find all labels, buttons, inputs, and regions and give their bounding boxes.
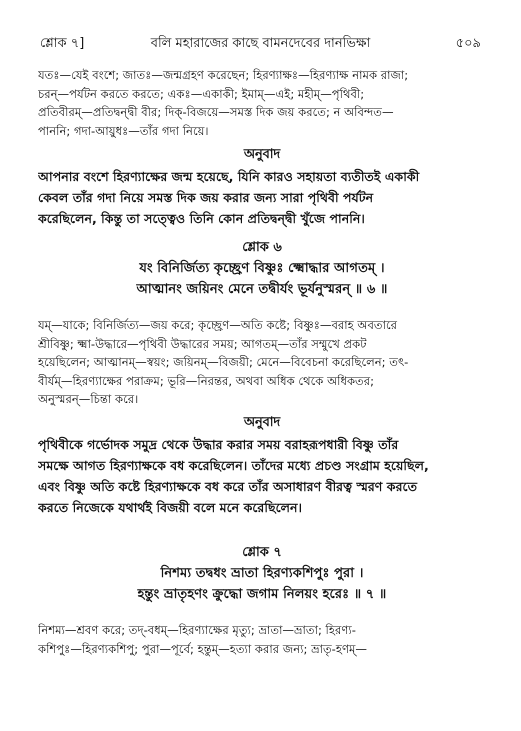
synonym-line: কশিপুঃ—হিরণ্যকশিপু; পুরা—পূর্বে; হন্তুম্—হত্যা করার জন্য; ভ্রাতৃ-হণম্— [38, 641, 367, 656]
synonym-line: বীর্যম্—হিরণ্যাক্ষের পরাক্রম; ভূরি—নিরন্তর, অথবা অধিক থেকে অধিকতর; [38, 373, 375, 388]
synonym-line: নিশম্য—শ্রবণ করে; তদ্-বধম্—হিরণ্যাক্ষের মৃত্যু; ভ্রাতা—ভ্রাতা; হিরণ্য- [38, 623, 356, 637]
synonym-line: পাননি; গদা-আয়ুধঃ—তাঁর গদা নিয়ে। [38, 123, 209, 138]
synonym-line: প্রতিবীরম্—প্রতিদ্বন্দ্বী বীর; দিক্-বিজয়ে—সমস্ত দিক জয় করতে; ন অবিন্দত— [38, 105, 394, 119]
synonyms-top [38, 66, 486, 140]
header-page-number: ৫০৯ [455, 36, 481, 51]
page-header [40, 34, 481, 54]
translation-line: কেবল তাঁর গদা নিয়ে সমস্ত দিক জয় করার জন্য সারা পৃথিবী পর্যটন [38, 190, 374, 205]
translation-line: আপনার বংশে হিরণ্যাক্ষের জন্ম হয়েছে, যিনি কারও সহায়তা ব্যতীতই একাকী [38, 169, 420, 184]
synonym-line: অনুস্মরন্—চিন্তা করে। [38, 392, 139, 406]
translation-line: এবং বিষ্ণু অতি কষ্টে হিরণ্যাক্ষকে বধ করে তাঁর অসাধারণ বীরত্ব স্মরণ করতে [38, 479, 418, 494]
synonym-line: চরন্—পর্যটন করতে করতে; একঃ—একাকী; ইমাম্—এই; মহীম্—পৃথিবী; [38, 86, 365, 101]
translation-line: করেছিলেন, কিন্তু তা সত্ত্বেও তিনি কোন প্রতিদ্বন্দ্বী খুঁজে পাননি। [38, 211, 365, 226]
verse-line: হন্তুং ভ্রাতৃহণং ক্রুদ্ধো জগাম নিলয়ং হরেঃ ॥ ৭ ॥ [137, 587, 387, 602]
verse-7-text [38, 563, 486, 605]
synonym-line: যম্—যাকে; বিনির্জিত্য—জয় করে; কৃচ্ছ্রেণ—অতি কষ্টে; বিষ্ণুঃ—বরাহ অবতারে [38, 318, 398, 332]
synonyms-6 [38, 316, 486, 409]
synonym-line: যতঃ—যেই বংশে; জাতঃ—জন্মগ্রহণ করেছেন; হিরণ্যাক্ষঃ—হিরণ্যাক্ষ নামক রাজা; [38, 68, 409, 82]
verse-6-text [38, 258, 486, 300]
translation-line: সমক্ষে আগত হিরণ্যাক্ষকে বধ করেছিলেন। তাঁদের মধ্যে প্রচণ্ড সংগ্রাম হয়েছিল, [38, 458, 429, 473]
synonyms-7 [38, 621, 486, 658]
synonym-line: শ্রীবিষ্ণু; ক্ষ্মা-উদ্ধারে—পৃথিবী উদ্ধারের সময়; আগতম্—তাঁর সম্মুখে প্রকট [38, 336, 367, 351]
verse-line: নিশম্য তদ্বধং ভ্রাতা হিরণ্যকশিপুঃ পুরা । [160, 566, 364, 581]
translation-line: পৃথিবীকে গর্ভোদক সমুদ্র থেকে উদ্ধার করার সময় বরাহরূপধারী বিষ্ণু তাঁর [38, 437, 399, 452]
header-verse-ref: শ্লোক ৭] [40, 36, 85, 51]
anubad-heading-1: অনুবাদ [243, 147, 281, 162]
translation-1 [38, 166, 486, 229]
verse-line: আত্মানং জয়িনং মেনে তদ্বীর্যং ভূর্যনুস্মরন্ ॥ ৬ ॥ [136, 282, 388, 297]
verse-6-title: শ্লোক ৬ [242, 240, 282, 255]
translation-line: করতে নিজেকে যথার্থই বিজয়ী বলে মনে করেছিলেন। [38, 500, 303, 515]
translation-2 [38, 434, 486, 518]
anubad-heading-2: অনুবাদ [243, 415, 281, 430]
synonym-line: হয়েছিলেন; আত্মানম্—স্বয়ং; জয়িনম্—বিজয়ী; মেনে—বিবেচনা করেছিলেন; তৎ- [38, 355, 409, 369]
verse-7-title: শ্লোক ৭ [242, 545, 282, 560]
header-chapter-title: বলি মহারাজের কাছে বামনদেবের দানভিক্ষা [150, 36, 371, 51]
verse-line: যং বিনির্জিত্য কৃচ্ছ্রেণ বিষ্ণুঃ ক্ষ্মোদ্ধার আগতম্ । [139, 261, 385, 276]
